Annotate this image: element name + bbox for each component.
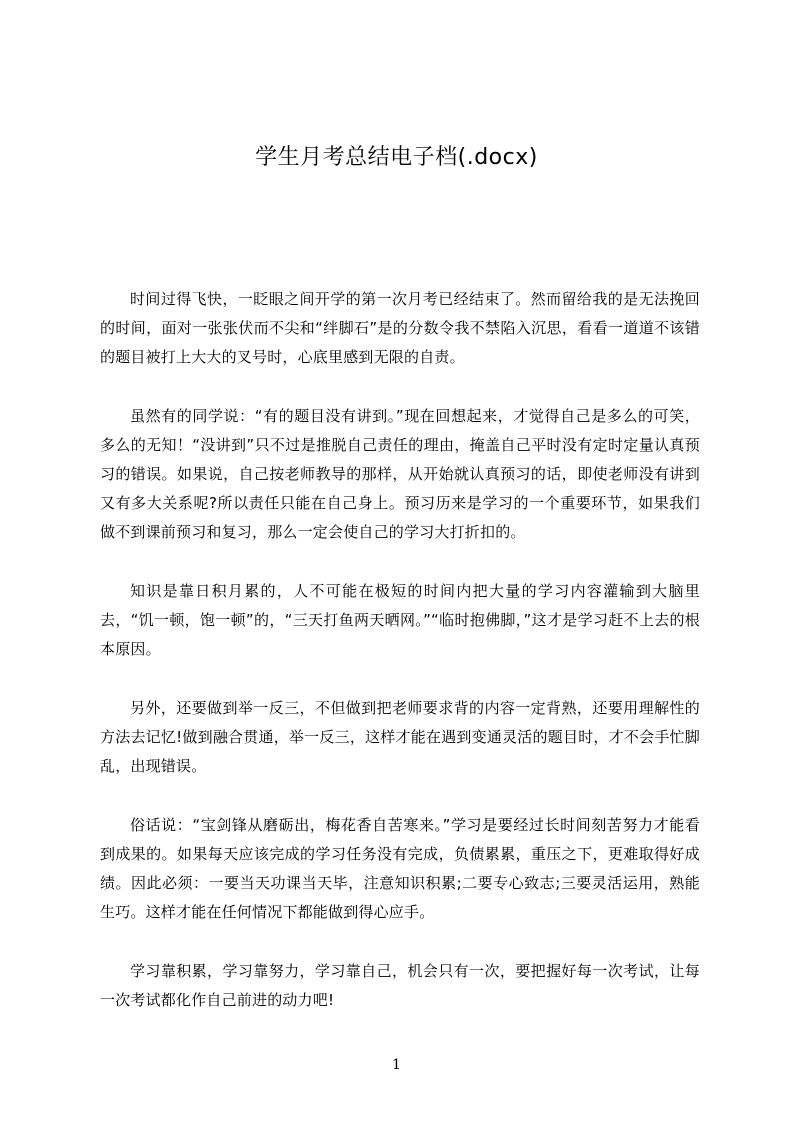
paragraph-2: 虽然有的同学说：“有的题目没有讲到。”现在回想起来，才觉得自己是多么的可笑，多么的无知！“没讲到”只不过是推脱自己责任的理由，掩盖自己平时没有定时定量认真预习的错误。如果说，自己按老师教导的那样，从开始就认真预习的话，即使老师没有讲到又有多大关系呢?所以责任只能在自己身上。预习历来是学习的一个重要环节，如果我们做不到课前预习和复习，那么一定会使自己的学习大打折扣的。: [100, 407, 700, 541]
paragraph-4: 另外，还要做到举一反三，不但做到把老师要求背的内容一定背熟，还要用理解性的方法去记忆!做到融合贯通，举一反三，这样才能在遇到变通灵活的题目时，才不会手忙脚乱，出现错误。: [100, 699, 700, 775]
paragraph-3: 知识是靠日积月累的，人不可能在极短的时间内把大量的学习内容灌输到大脑里去，“饥一顿，饱一顿”的，“三天打鱼两天晒网。”“临时抱佛脚，”这才是学习赶不上去的根本原因。: [100, 582, 700, 658]
page-number: 1: [392, 1057, 401, 1073]
paragraph-6: 学习靠积累，学习靠努力，学习靠自己，机会只有一次，要把握好每一次考试，让每一次考试都化作自己前进的动力吧!: [100, 962, 700, 1009]
document-body: [100, 285, 700, 1045]
paragraph-5: 俗话说：“宝剑锋从磨砺出，梅花香自苦寒来。”学习是要经过长时间刻苦努力才能看到成果的。如果每天应该完成的学习任务没有完成，负债累累，重压之下，更难取得好成绩。因此必须：一要当天功课当天毕，注意知识积累;二要专心致志;三要灵活运用，熟能生巧。这样才能在任何情况下都能做到得心应手。: [100, 816, 700, 921]
document-title: 学生月考总结电子档(.docx): [255, 145, 538, 170]
paragraph-1: 时间过得飞快，一眨眼之间开学的第一次月考已经结束了。然而留给我的是无法挽回的时间，面对一张张伏而不尖和“绊脚石”是的分数令我不禁陷入沉思，看看一道道不该错的题目被打上大大的叉号时，心底里感到无限的自责。: [100, 290, 700, 366]
